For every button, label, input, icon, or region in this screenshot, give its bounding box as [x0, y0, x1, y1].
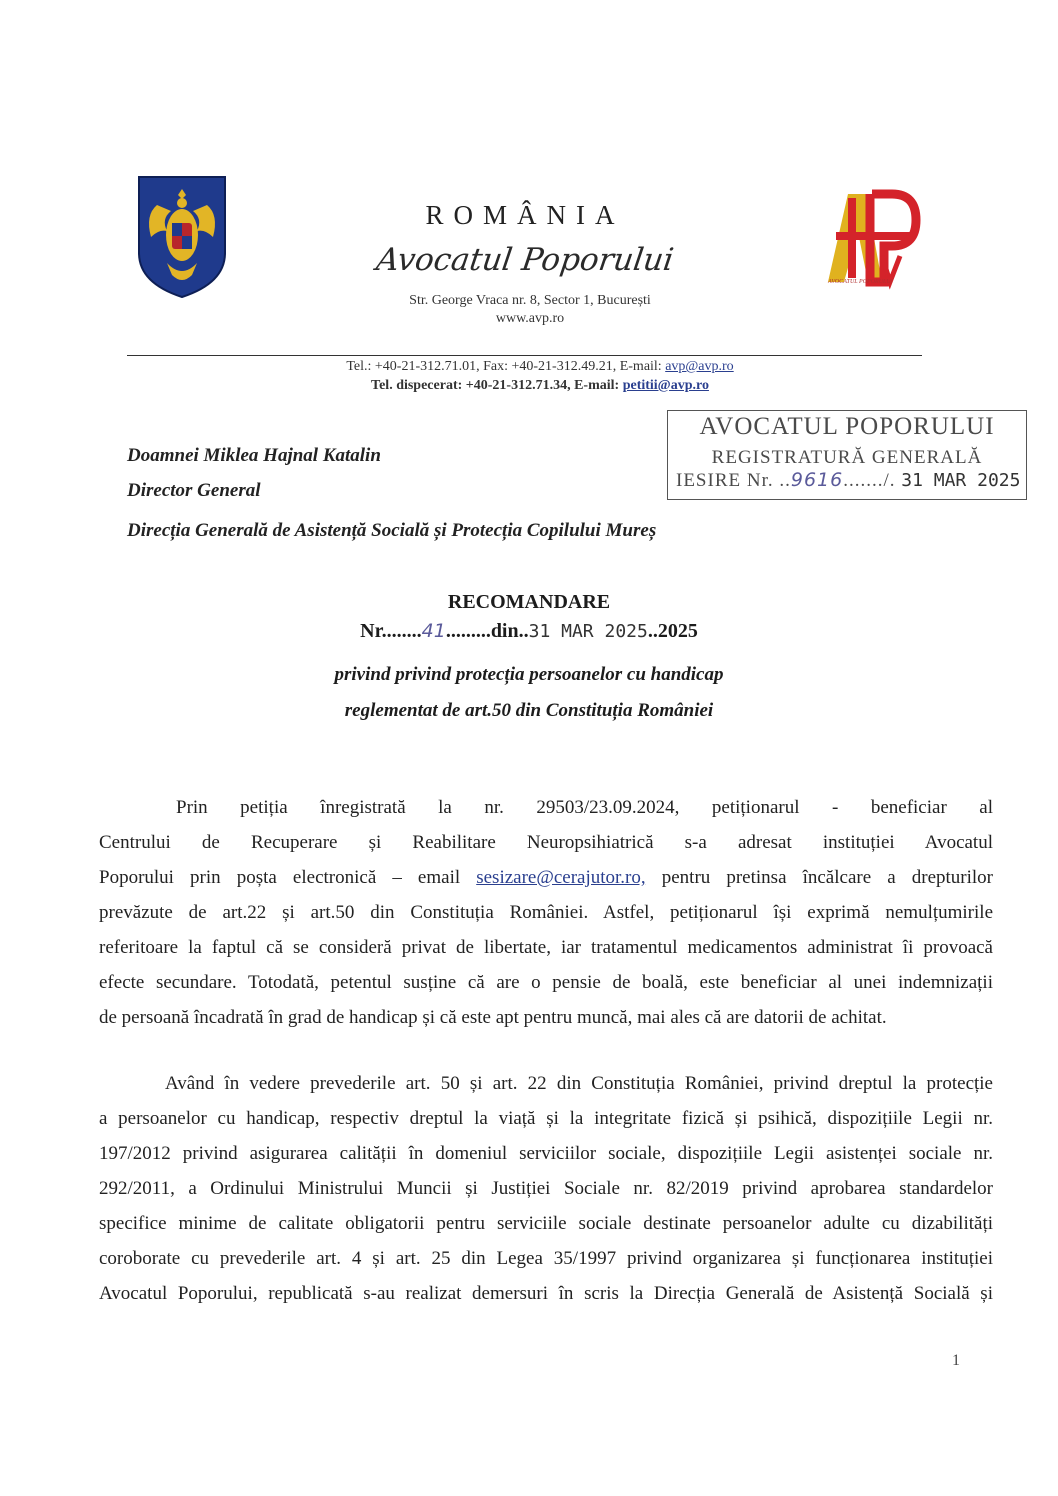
paragraph-line: Prin petiția înregistrată la nr. 29503/23.09.2024, petiționarul - beneficiar al — [176, 797, 993, 818]
document-title: RECOMANDARE — [447, 591, 611, 613]
paragraph-2 — [99, 1066, 993, 1311]
paragraph-line: Centrului de Recuperare și Reabilitare Neuropsihiatrică s-a adresat instituției Avocatul — [99, 832, 993, 853]
contact-line-1: Tel.: +40-21-312.71.01, Fax: +40-21-312.49.21, E-mail: avp@avp.ro — [346, 359, 734, 374]
paragraph-line: efecte secundare. Totodată, petentul susține că are o pensie de boală, este beneficiar al unei indemnizații — [99, 972, 993, 993]
stamp-registry: REGISTRATURĂ GENERALĂ — [711, 447, 983, 468]
paragraph-line: coroborate cu prevederile art. 4 și art. 25 din Legea 35/1997 privind organizarea și funcționarea instituției — [99, 1248, 993, 1269]
paragraph-line: 292/2011, a Ordinului Ministrului Muncii și Justiției Sociale nr. 82/2019 privind aprobarea standardelor — [99, 1178, 993, 1199]
page-number: 1 — [952, 1352, 960, 1369]
paragraph-line: Poporului prin poșta electronică – email sesizare@cerajutor.ro, pentru pretinsa încălcare a drepturilor — [99, 867, 993, 888]
petitioner-email-link[interactable]: sesizare@cerajutor.ro, — [476, 867, 646, 888]
addressee-title: Director General — [127, 480, 261, 501]
country-name: ROMÂNIA — [425, 200, 625, 230]
contact-block — [240, 357, 840, 395]
paragraph-line: specifice minime de calitate obligatorii pentru serviciile sociale destinate persoanelor adulte cu dizabilități — [99, 1213, 993, 1234]
address-block — [340, 292, 720, 328]
paragraph-line: de persoană încadrată în grad de handicap și că este apt pentru muncă, mai ales că are datorii de achitat. — [99, 1007, 887, 1028]
stamp-exit-number: IESIRE Nr. ..9616......./. 31 MAR 2025 — [676, 469, 1021, 491]
stamp-handwritten-number: 9616 — [790, 469, 844, 491]
paragraph-line: Având în vedere prevederile art. 50 și art. 22 din Constituția României, privind dreptul la protecție — [165, 1073, 993, 1094]
paragraph-line: prevăzute de art.22 și art.50 din Constituția României. Astfel, petiționarul își exprimă nemulțumirile — [99, 902, 993, 923]
stamp-date: 31 MAR 2025 — [901, 470, 1021, 491]
stamp-institution: AVOCATUL POPORULUI — [699, 413, 995, 440]
avp-logo-caption: AVOCATUL POPORULUI — [828, 279, 893, 285]
handwritten-number: 41 — [421, 620, 446, 642]
paragraph-1 — [99, 790, 993, 1035]
subtitle-line-2: reglementat de art.50 din Constituția României — [344, 700, 714, 721]
recommendation-number: Nr........41.........din..31 MAR 2025..2025 — [360, 620, 698, 642]
paragraph-line: a persoanelor cu handicap, respectiv dreptul la viață și la integritate fizică și psihică, dispozițiile Legii nr. — [99, 1108, 993, 1129]
website: www.avp.ro — [495, 311, 565, 326]
subtitle-line-1: privind privind protecția persoanelor cu handicap — [334, 664, 724, 685]
paragraph-line: referitoare la faptul că se consideră privat de libertate, iar tratamentul medicamentos administrat îi provoacă — [99, 937, 993, 958]
institution-name: Avocatul Poporului — [374, 242, 676, 278]
avp-email-link[interactable]: avp@avp.ro — [665, 359, 734, 374]
street-address: Str. George Vraca nr. 8, Sector 1, București — [409, 293, 651, 308]
addressee-institution: Direcția Generală de Asistență Socială și Protecția Copilului Mureș — [127, 520, 657, 541]
romania-coat-of-arms-icon — [137, 175, 227, 299]
registry-stamp — [667, 410, 1027, 500]
recommendation-date-stamp: 31 MAR 2025 — [528, 621, 648, 642]
avp-logo-icon — [808, 186, 926, 294]
addressee-name: Doamnei Miklea Hajnal Katalin — [127, 445, 381, 466]
contact-line-2: Tel. dispecerat: +40-21-312.71.34, E-mail: petitii@avp.ro — [371, 378, 709, 393]
paragraph-line: Avocatul Poporului, republicată s-au realizat demersuri în scris la Direcția Generală de Asistență Socială și — [99, 1283, 993, 1304]
paragraph-line: 197/2012 privind asigurarea calității în domeniul serviciilor sociale, dispozițiile Legii asistenței sociale nr. — [99, 1143, 993, 1164]
petitii-email-link[interactable]: petitii@avp.ro — [622, 378, 709, 393]
header-divider — [127, 355, 922, 356]
